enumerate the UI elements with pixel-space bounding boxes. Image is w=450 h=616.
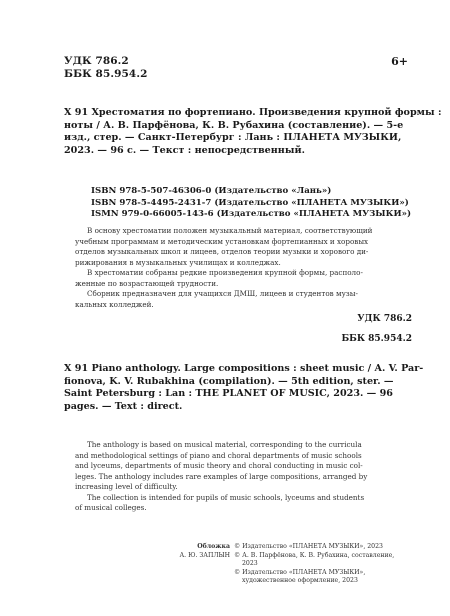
en-annotation-paragraph: The anthology is based on musical material, corresponding to the curricula and methodological settings of piano and choral departments of music schools and lyceums, departments of music theory and choral conducting in music col- leges. The anthology includes rare examples of large compositions, arranged by increasing level of difficulty.	[75, 440, 368, 491]
ru-entry-line: изд., стер. — Санкт-Петербург : Лань : ПЛАНЕТА МУЗЫКИ,	[64, 132, 402, 144]
copyright-line: © Издательство «ПЛАНЕТА МУЗЫКИ», 2023	[234, 543, 383, 550]
copyright-line: 2023	[242, 560, 258, 567]
udk-code: УДК 786.2	[64, 55, 129, 67]
ru-annotation-paragraph: В хрестоматии собраны редкие произведения крупной формы, располо- женные по возрастающей трудности.	[75, 268, 363, 288]
ru-entry-line: 2023. — 96 с. — Текст : непосредственный.	[64, 144, 305, 156]
en-entry-line: X 91 Piano anthology. Large compositions : sheet music / A. V. Par-	[64, 363, 424, 374]
cover-author: А. Ю. ЗАПЛЫН	[179, 551, 230, 559]
udk-code-right: УДК 786.2	[357, 314, 412, 324]
en-annotation-paragraph: The collection is intended for pupils of music schools, lyceums and students of musical colleges.	[75, 492, 365, 512]
en-bibliographic-entry	[64, 363, 424, 413]
ru-entry-line: Х 91 Хрестоматия по фортепиано. Произведения крупной формы :	[64, 107, 442, 118]
ru-entry-line: ноты / А. В. Парфёнова, К. В. Рубахина (составление). — 5-е	[64, 119, 404, 131]
bbk-code-right: ББК 85.954.2	[341, 334, 412, 344]
copyright-line: © Издательство «ПЛАНЕТА МУЗЫКИ»,	[234, 568, 366, 576]
isbn-block	[91, 186, 421, 221]
age-rating: 6+	[391, 55, 408, 68]
copyright-line: © А. В. Парфёнова, К. В. Рубахина, составление,	[234, 551, 395, 559]
ru-annotation-paragraph: В основу хрестоматии положен музыкальный материал, соответствующий учебным программам и методическим установкам фортепианных и хоровых отделов музыкальных школ и лицеев, отделов теории музыки и хорового ди- рижирования в музыкальных училищах и колледжах.	[75, 226, 373, 267]
ismn-line: ISMN 979-0-66005-143-6 (Издательство «ПЛАНЕТА МУЗЫКИ»)	[91, 209, 412, 219]
ru-bibliographic-entry	[64, 107, 442, 157]
bbk-code: ББК 85.954.2	[64, 68, 148, 80]
copyright-block	[234, 543, 414, 586]
en-entry-line: fionova, K. V. Rubakhina (compilation). — 5th edition, ster. —	[64, 375, 394, 387]
cover-credit	[160, 543, 230, 560]
ru-annotation-paragraph: Сборник предназначен для учащихся ДМШ, лицеев и студентов музы- кальных колледжей.	[75, 289, 358, 309]
isbn-line: ISBN 978-5-4495-2431-7 (Издательство «ПЛАНЕТА МУЗЫКИ»)	[91, 197, 409, 208]
en-entry-line: Saint Petersburg : Lan : THE PLANET OF MUSIC, 2023. — 96	[64, 388, 393, 400]
en-entry-line: pages. — Text : direct.	[64, 400, 183, 412]
en-annotation	[75, 440, 420, 514]
ru-annotation	[75, 226, 420, 310]
cover-label: Обложка	[197, 543, 230, 550]
copyright-line: художественное оформление, 2023	[242, 577, 358, 584]
isbn-line: ISBN 978-5-507-46306-0 (Издательство «Лань»)	[91, 186, 332, 196]
